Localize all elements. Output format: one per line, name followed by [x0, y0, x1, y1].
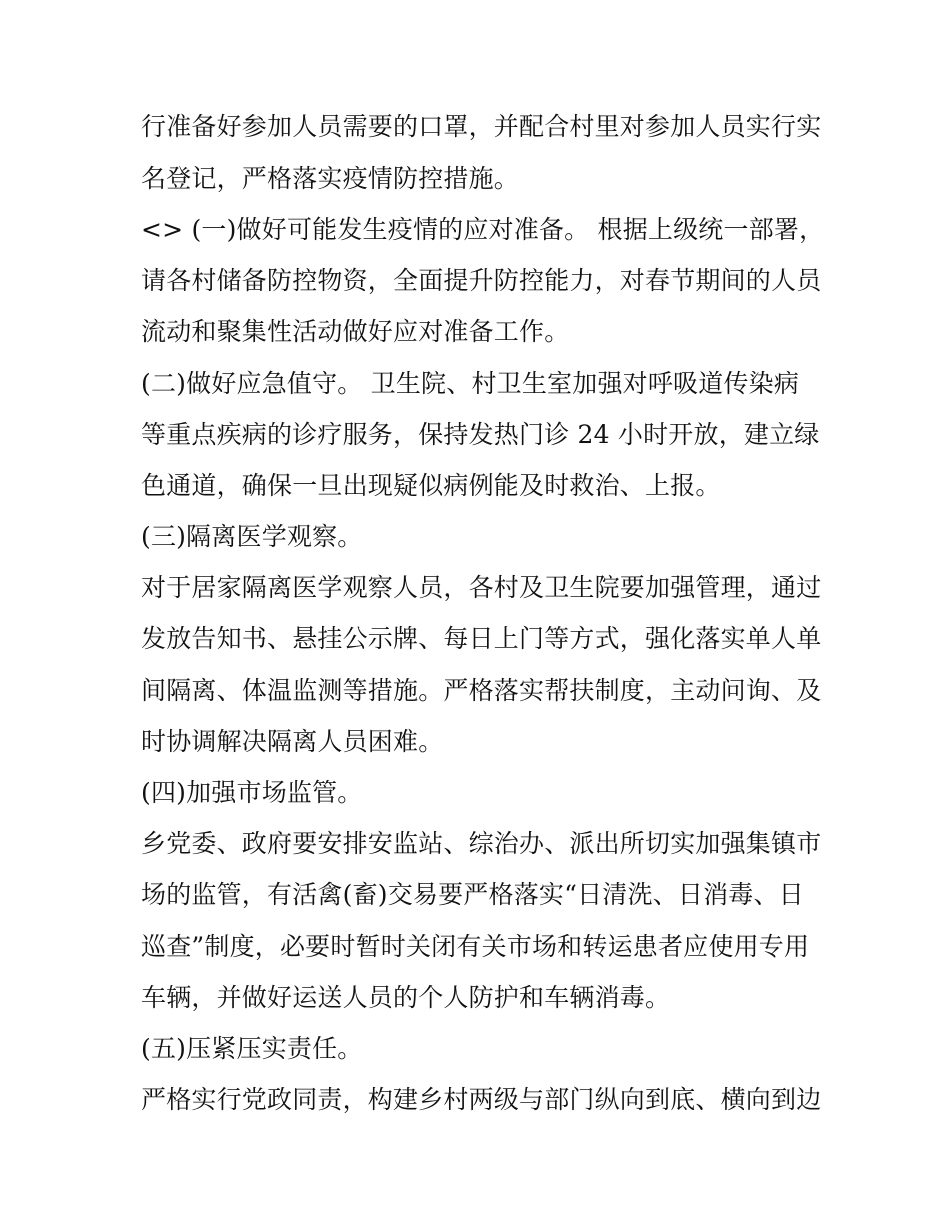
text-line: 乡党委、政府要安排安监站、综治办、派出所切实加强集镇市 — [141, 829, 822, 858]
text-line: 车辆，并做好运送人员的个人防护和车辆消毒。 — [141, 983, 671, 1012]
text-line: 间隔离、体温监测等措施。严格落实帮扶制度，主动问询、及 — [141, 676, 822, 705]
section-heading: (四)加强市场监管。 — [141, 778, 363, 807]
section-heading: (五)压紧压实责任。 — [141, 1034, 363, 1063]
text-line: 请各村储备防控物资，全面提升防控能力，对春节期间的人员 — [141, 266, 822, 295]
text-line: 场的监管，有活禽(畜)交易要严格落实“日清洗、日消毒、日 — [141, 880, 804, 909]
text-line: 发放告知书、悬挂公示牌、每日上门等方式，强化落实单人单 — [141, 624, 822, 653]
text-line: 流动和聚集性活动做好应对准备工作。 — [141, 317, 570, 346]
text-line: 对于居家隔离医学观察人员，各村及卫生院要加强管理，通过 — [141, 573, 822, 602]
text-line: 等重点疾病的诊疗服务，保持发热门诊 24 小时开放，建立绿 — [141, 420, 820, 449]
section-heading-line: (二)做好应急值守。 卫生院、村卫生室加强对呼吸道传染病 — [141, 369, 800, 398]
text-line: 行准备好参加人员需要的口罩，并配合村里对参加人员实行实 — [141, 112, 822, 141]
text-line: 时协调解决隔离人员困难。 — [141, 727, 444, 756]
section-heading: (三)隔离医学观察。 — [141, 522, 363, 551]
text-line: 严格实行党政同责，构建乡村两级与部门纵向到底、横向到边 — [141, 1085, 822, 1114]
section-heading-line: <> (一)做好可能发生疫情的应对准备。 根据上级统一部署， — [141, 215, 825, 244]
text-line: 巡查”制度，必要时暂时关闭有关市场和转运患者应使用专用 — [141, 932, 810, 961]
text-line: 色通道，确保一旦出现疑似病例能及时救治、上报。 — [141, 471, 721, 500]
text-line: 名登记，严格落实疫情防控措施。 — [141, 164, 520, 193]
